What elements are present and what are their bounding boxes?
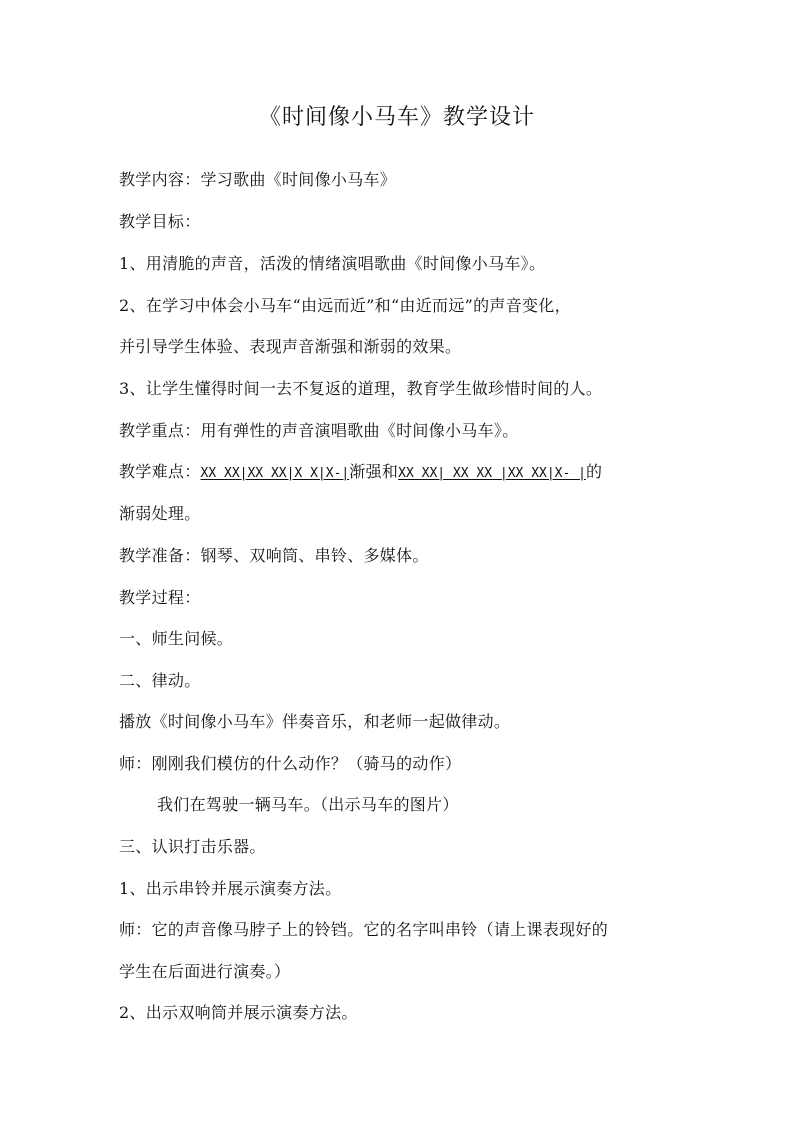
step-2: 二、律动。 <box>119 671 201 690</box>
difficulty-label: 教学难点： <box>119 462 201 481</box>
difficulty-end-text: 的 <box>585 462 603 481</box>
goal-2-line-2: 并引导学生体验、表现声音渐强和渐弱的效果。 <box>119 337 462 356</box>
step-3-2: 2、出示双响筒并展示演奏方法。 <box>119 1003 358 1022</box>
step-2-detail: 播放《时间像小马车》伴奏音乐，和老师一起做律动。 <box>119 712 511 731</box>
goal-3: 3、让学生懂得时间一去不复返的道理，教育学生做珍惜时间的人。 <box>119 379 603 398</box>
bell-description-line-1: 师：它的声音像马脖子上的铃铛。它的名字叫串铃（请上课表现好的 <box>119 920 609 939</box>
teacher-question-continuation: 我们在驾驶一辆马车。（出示马车的图片） <box>157 795 459 814</box>
goals-heading: 教学目标： <box>119 212 201 231</box>
rhythm-notation-2: XX XX| XX XX |XX XX|X- | <box>398 466 586 481</box>
rhythm-notation-1: XX XX|XX XX|X X|X-| <box>200 466 350 481</box>
step-1: 一、师生问候。 <box>119 629 234 648</box>
bell-description-line-2: 学生在后面进行演奏。） <box>119 962 291 981</box>
goal-2-line-1: 2、在学习中体会小马车“由远而近”和“由近而远”的声音变化， <box>119 296 571 315</box>
preparation: 教学准备：钢琴、双响筒、串铃、多媒体。 <box>119 546 429 565</box>
process-heading: 教学过程： <box>119 588 201 607</box>
key-point: 教学重点：用有弹性的声音演唱歌曲《时间像小马车》。 <box>119 421 519 440</box>
difficulty-line <box>119 462 602 484</box>
teacher-question: 师：刚刚我们模仿的什么动作？（骑马的动作） <box>119 754 462 773</box>
document-title: 《时间像小马车》教学设计 <box>258 105 535 130</box>
difficulty-continuation: 渐弱处理。 <box>119 504 201 523</box>
teaching-content: 教学内容：学习歌曲《时间像小马车》 <box>119 170 397 189</box>
difficulty-mid-text: 渐强和 <box>349 462 399 481</box>
goal-1: 1、用清脆的声音，活泼的情绪演唱歌曲《时间像小马车》。 <box>119 254 546 273</box>
step-3: 三、认识打击乐器。 <box>119 837 266 856</box>
step-3-1: 1、出示串铃并展示演奏方法。 <box>119 879 342 898</box>
